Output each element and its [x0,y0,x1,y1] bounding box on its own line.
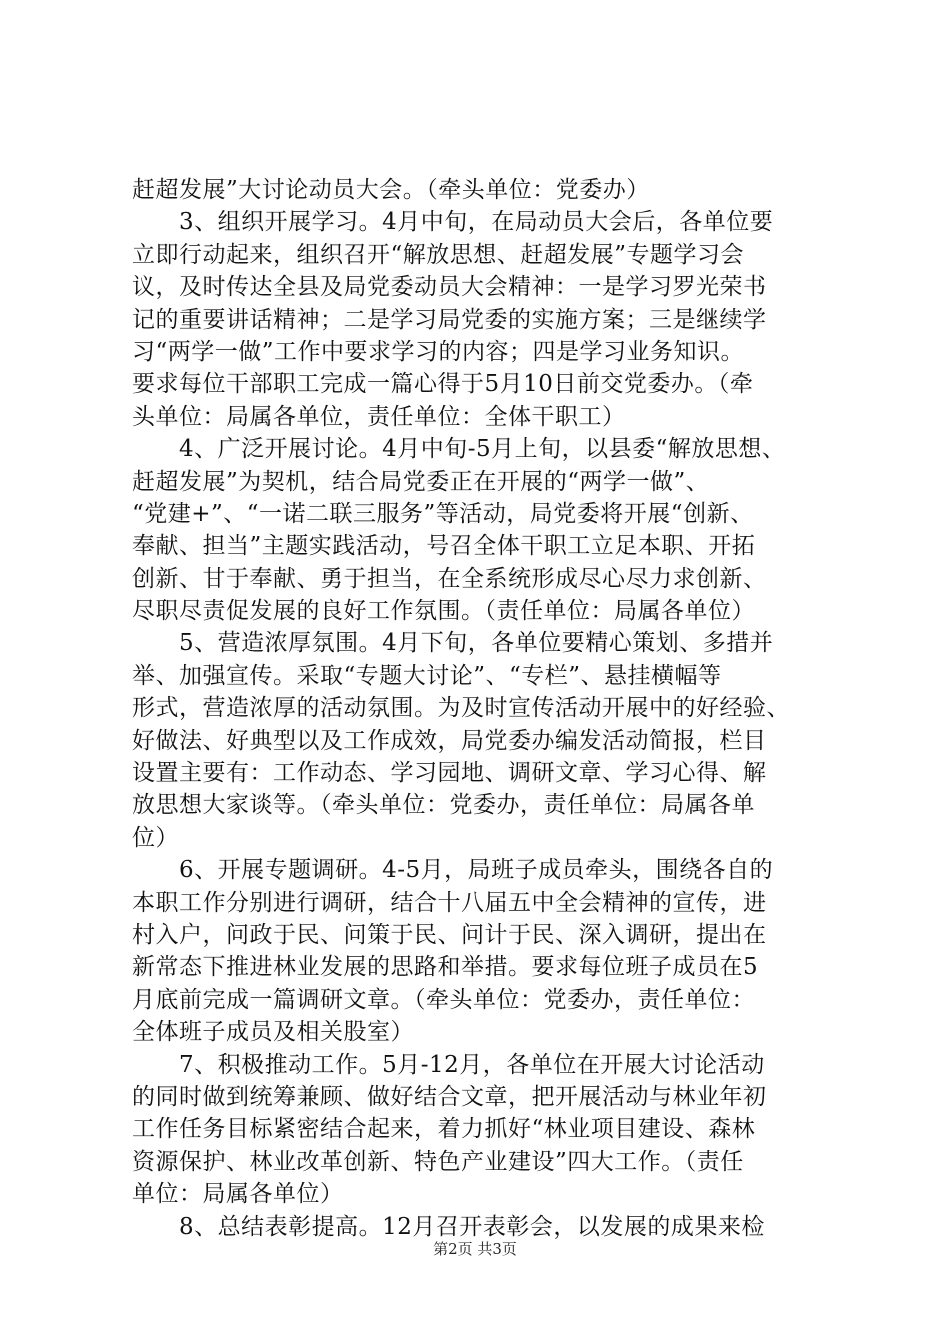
text-line: 5、营造浓厚氛围。4月下旬，各单位要精心策划、多措并 [179,630,774,657]
text-line: 单位：局属各单位） [132,1181,344,1208]
text-line: 3、组织开展学习。4月中旬，在局动员大会后，各单位要 [179,209,774,236]
text-line: 举、加强宣传。采取“专题大讨论”、“专栏”、悬挂横幅等 [132,662,722,689]
text-line: 位） [132,824,179,851]
text-line: 放思想大家谈等。（牵头单位：党委办，责任单位：局属各单 [132,792,755,819]
text-line: 6、开展专题调研。4-5月，局班子成员牵头，围绕各自的 [179,857,774,884]
text-line: 记的重要讲话精神；二是学习局党委的实施方案；三是继续学 [132,306,767,333]
text-line: 4、广泛开展讨论。4月中旬-5月上旬，以县委“解放思想、 [179,436,786,463]
text-line: 全体班子成员及相关股室） [132,1019,414,1046]
page-footer: 第2页 共3页 [433,1240,517,1258]
text-line: 月底前完成一篇调研文章。（牵头单位：党委办，责任单位： [132,986,755,1013]
text-line: 奉献、担当”主题实践活动，号召全体干职工立足本职、开拓 [132,533,756,560]
text-line: 设置主要有：工作动态、学习园地、调研文章、学习心得、解 [132,760,767,787]
text-line: 头单位：局属各单位，责任单位：全体干职工） [132,403,626,430]
text-line: 议，及时传达全县及局党委动员大会精神：一是学习罗光荣书 [132,274,767,301]
text-line: 的同时做到统筹兼顾、做好结合文章，把开展活动与林业年初 [132,1083,767,1110]
text-line: 7、积极推动工作。5月-12月，各单位在开展大讨论活动 [179,1051,765,1078]
text-line: 工作任务目标紧密结合起来，着力抓好“林业项目建设、森林 [132,1116,756,1143]
text-line: 尽职尽责促发展的良好工作氛围。（责任单位：局属各单位） [132,598,755,625]
text-line: 赶超发展”大讨论动员大会。（牵头单位：党委办） [132,177,650,203]
text-line: 资源保护、林业改革创新、特色产业建设”四大工作。（责任 [132,1148,744,1175]
text-line: 村入户，问政于民、问策于民、问计于民、深入调研，提出在 [132,921,767,948]
text-line: 立即行动起来，组织召开“解放思想、赶超发展”专题学习会 [132,241,745,268]
text-line: 本职工作分别进行调研，结合十八届五中全会精神的宣传，进 [132,889,767,916]
text-line: 形式，营造浓厚的活动氛围。为及时宣传活动开展中的好经验、 [132,695,790,722]
document-body [132,174,828,1243]
text-line: 好做法、好典型以及工作成效，局党委办编发活动简报，栏目 [132,727,767,754]
text-line: 赶超发展”为契机，结合局党委正在开展的“两学一做”、 [132,468,710,495]
text-line: 新常态下推进林业发展的思路和举措。要求每位班子成员在5 [132,954,759,981]
text-line: 8、总结表彰提高。12月召开表彰会，以发展的成果来检 [179,1213,765,1240]
text-line: “党建+”、“一诺二联三服务”等活动，局党委将开展“创新、 [132,500,754,527]
text-line: 创新、甘于奉献、勇于担当，在全系统形成尽心尽力求创新、 [132,565,767,592]
text-line: 习“两学一做”工作中要求学习的内容；四是学习业务知识。 [132,338,745,365]
text-line: 要求每位干部职工完成一篇心得于5月10日前交党委办。（牵 [132,371,754,398]
